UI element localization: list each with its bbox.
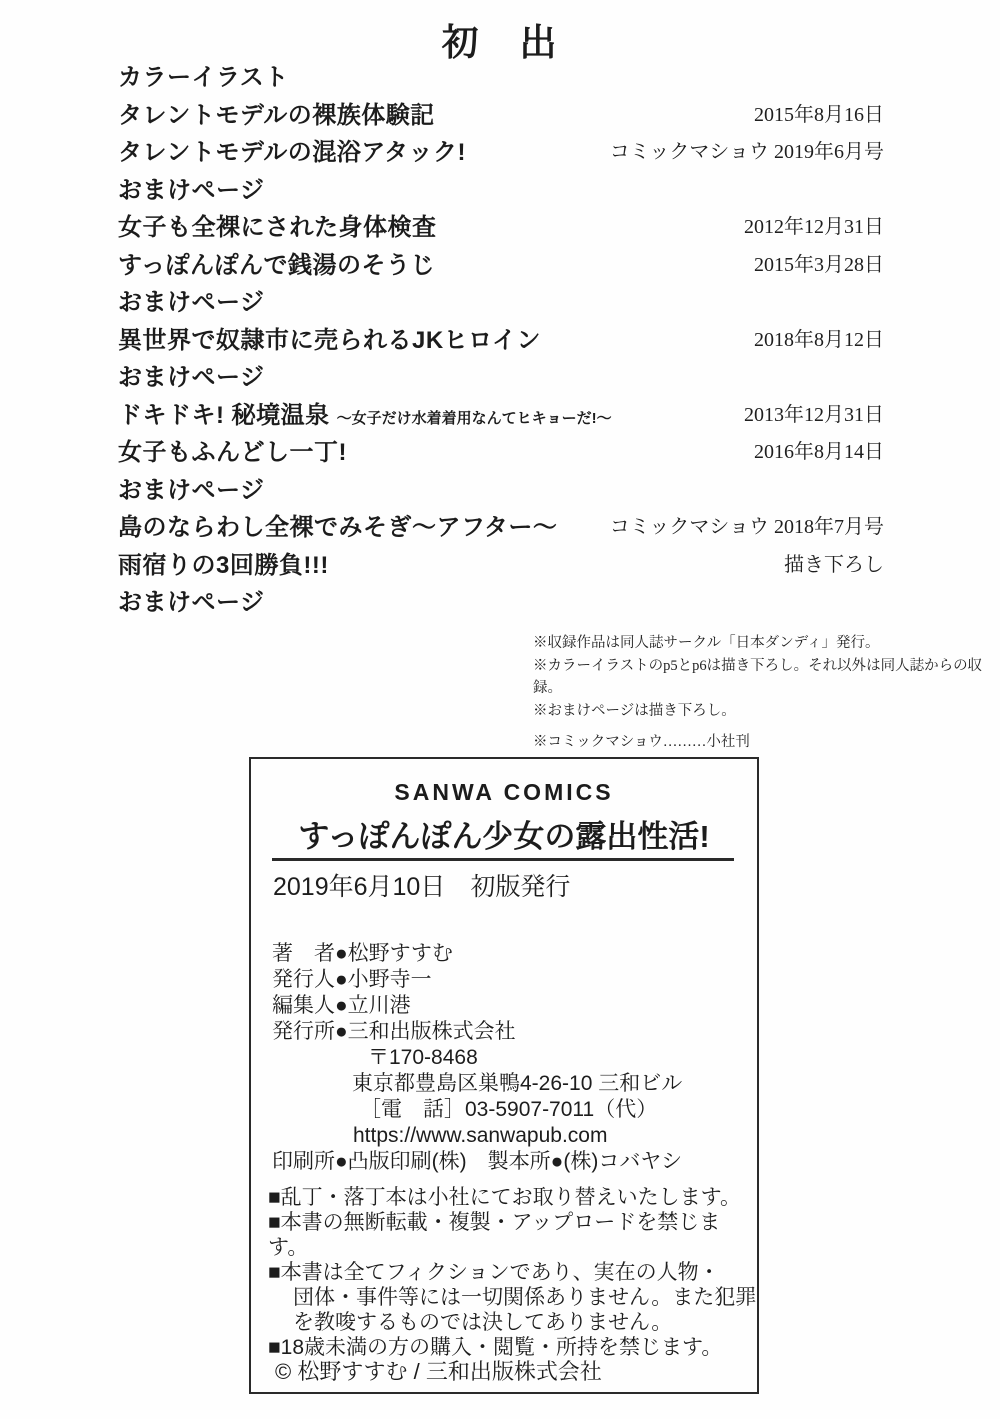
warning-line: ■乱丁・落丁本は小社にてお取り替えいたします。 — [268, 1186, 742, 1209]
title-divider — [272, 858, 734, 861]
work-row — [118, 319, 884, 357]
work-title: カラーイラスト — [118, 64, 289, 92]
work-source: コミックマショウ 2018年7月号 — [609, 516, 884, 539]
work-source: 2016年8月14日 — [754, 441, 884, 464]
page-title: 初 出 — [441, 22, 559, 63]
work-source: 2015年3月28日 — [754, 253, 884, 276]
work-row — [118, 506, 884, 544]
work-title: おまけページ — [118, 589, 265, 617]
work-source: 2012年12月31日 — [744, 216, 884, 239]
work-row — [118, 94, 884, 132]
publisher-company-line: 発行所●三和出版株式会社 — [272, 1020, 516, 1043]
work-title: おまけページ — [118, 289, 265, 317]
work-row — [118, 394, 884, 432]
author-line: 著 者●松野すすむ — [272, 942, 453, 965]
work-title: おまけページ — [118, 176, 265, 204]
website-line: https://www.sanwapub.com — [353, 1124, 608, 1147]
work-row — [118, 581, 884, 619]
work-source: コミックマショウ 2019年6月号 — [609, 141, 884, 164]
book-title: すっぽんぽん少女の露出性活! — [298, 819, 710, 854]
publication-note: ※おまけページは描き下ろし。 — [533, 702, 736, 719]
work-subtitle: ～女子だけ水着着用なんてヒキョーだ!～ — [336, 409, 612, 427]
warnings-block — [251, 1185, 757, 1360]
work-row — [118, 56, 884, 94]
work-title: 島のならわし全裸でみそぎ～アフター～ — [118, 514, 558, 542]
work-source: 2018年8月12日 — [754, 328, 884, 351]
copyright-line: © 松野すすむ / 三和出版株式会社 — [275, 1359, 602, 1384]
work-row — [118, 131, 884, 169]
postal-code-line: 〒170-8468 — [368, 1046, 478, 1069]
work-row — [118, 244, 884, 282]
magazine-note: ※コミックマショウ………小社刊 — [533, 734, 750, 750]
work-title: 異世界で奴隷市に売られるJKヒロイン — [118, 326, 541, 354]
printing-line: 印刷所●凸版印刷(株) 製本所●(株)コバヤシ — [272, 1150, 683, 1173]
publisher-person-line: 発行人●小野寺一 — [272, 968, 432, 991]
editor-line: 編集人●立川港 — [272, 994, 411, 1017]
work-title: 女子も全裸にされた身体検査 — [118, 214, 437, 242]
warning-line: を教唆するものでは決してありません。 — [293, 1311, 673, 1334]
edition-line: 2019年6月10日 初版発行 — [273, 873, 571, 901]
work-row — [118, 544, 884, 582]
work-title: タレントモデルの裸族体験記 — [118, 101, 435, 129]
work-source: 2013年12月31日 — [744, 403, 884, 426]
work-row — [118, 469, 884, 507]
work-row — [118, 356, 884, 394]
work-source: 描き下ろし — [784, 553, 884, 576]
work-title: すっぽんぽんで銭湯のそうじ — [118, 251, 436, 279]
address-line: 東京都豊島区巣鴨4-26-10 三和ビル — [352, 1072, 683, 1095]
first-publication-list — [118, 56, 884, 619]
work-title: おまけページ — [118, 476, 265, 504]
work-source: 2015年8月16日 — [754, 103, 884, 126]
work-title: おまけページ — [118, 364, 265, 392]
publication-note: ※収録作品は同人誌サークル「日本ダンディ」発行。 — [533, 635, 880, 651]
work-title: タレントモデルの混浴アタック! — [118, 139, 467, 167]
publication-notes — [533, 632, 1000, 754]
work-title: 雨宿りの3回勝負!!! — [118, 551, 329, 579]
warning-line: 団体・事件等には一切関係ありません。また犯罪 — [293, 1286, 757, 1309]
warning-line: ■本書の無断転載・複製・アップロードを禁じます。 — [268, 1211, 721, 1259]
work-row — [118, 281, 884, 319]
work-row — [118, 169, 884, 207]
work-row — [118, 206, 884, 244]
warning-line: ■本書は全てフィクションであり、実在の人物・ — [268, 1261, 720, 1284]
work-title: 女子もふんどし一丁! — [118, 439, 347, 467]
colophon-box — [249, 757, 759, 1394]
imprint-label: SANWA COMICS — [394, 779, 614, 805]
phone-line: ［電 話］03-5907-7011（代） — [360, 1098, 658, 1121]
credits-block — [251, 941, 757, 1175]
warning-line: ■18歳未満の方の購入・閲覧・所持を禁じます。 — [268, 1336, 723, 1359]
work-title: ドキドキ! 秘境温泉 — [118, 401, 330, 429]
work-row — [118, 431, 884, 469]
publication-note: ※カラーイラストのp5とp6は描き下ろし。それ以外は同人誌からの収録。 — [533, 657, 983, 696]
